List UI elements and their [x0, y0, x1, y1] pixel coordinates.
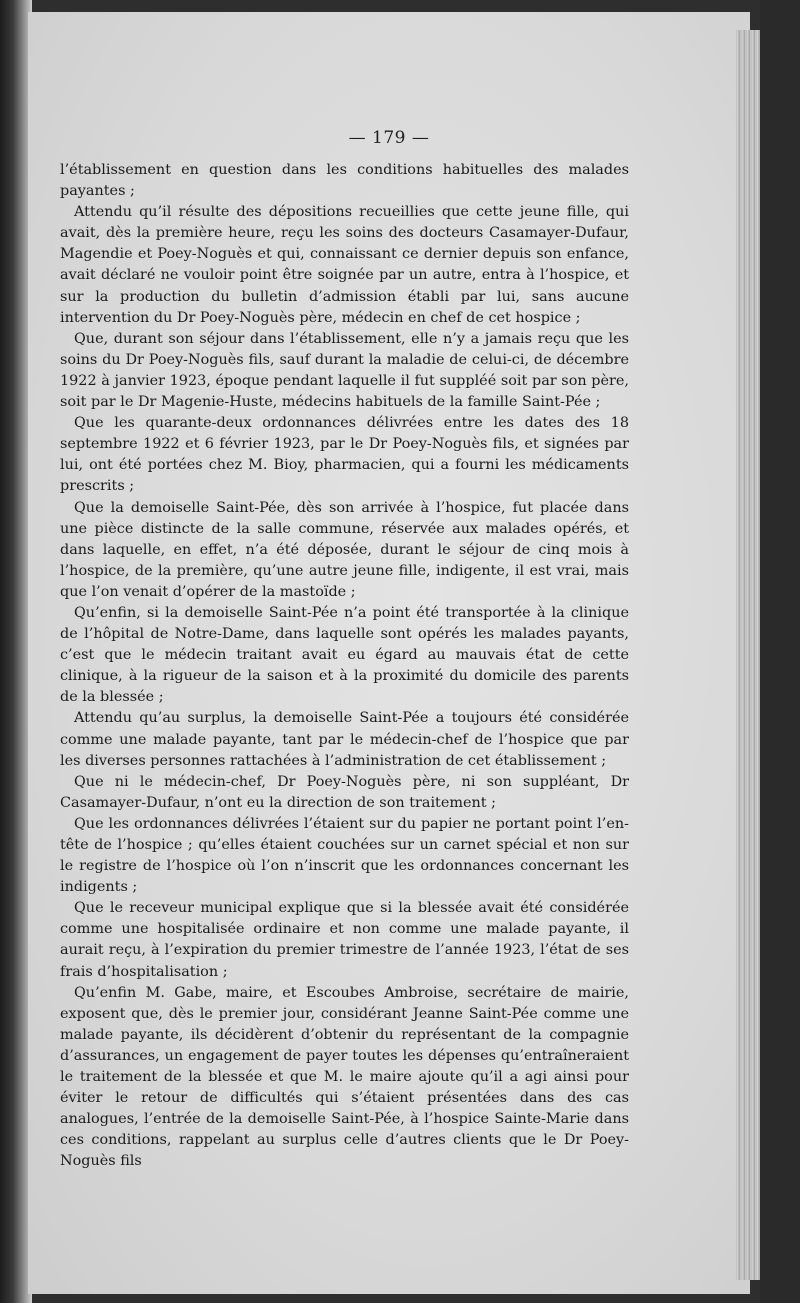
paragraph: Qu’enfin M. Gabe, maire, et Escoubes Ambroise, secrétaire de mairie, exposent que, dès le premier jour, considérant Jeanne Saint-Pée comme une malade payante, ils décidèrent d’obtenir du représentant de la compagnie d’assurances, un engagement de payer toutes les dépenses qu’entraîneraient le traitement de la blessée et que M. le maire ajoute qu’il a agi ainsi pour éviter le retour de difficultés qui s’étaient présentées dans des cas analogues, l’entrée de la demoiselle Saint-Pée, à l’hospice Sainte-Marie dans ces conditions, rappelant au surplus celle d’autres clients que le Dr Poey-Noguès fils	[60, 984, 629, 1170]
right-background	[760, 0, 800, 1303]
paragraph: Que, durant son séjour dans l’établissement, elle n’y a jamais reçu que les soins du Dr Poey-Noguès fils, sauf durant la maladie de celui-ci, de décembre 1922 à janvier 1923, époque pendant laquelle il fut suppléé soit par son père, soit par le Dr Magenie-Huste, médecins habituels de la famille Saint-Pée ;	[60, 330, 629, 411]
paragraph: Que les quarante-deux ordonnances délivrées entre les dates des 18 septembre 1922 et 6 février 1923, par le Dr Poey-Noguès fils, et signées par lui, ont été portées chez M. Bioy, pharmacien, qui a fourni les médicaments prescrits ;	[60, 415, 629, 495]
page-number: — 179 —	[348, 128, 430, 148]
page-stack-edge	[736, 30, 762, 1280]
paragraph: Attendu qu’il résulte des dépositions recueillies que cette jeune fille, qui avait, dès la première heure, reçu les soins des docteurs Casamayer-Dufaur, Magendie et Poey-Noguès et qui, connaissant ce dernier depuis son enfance, avait déclaré ne vouloir point être soignée par un autre, entra à l’hospice, et sur la production du bulletin d’admission établi par lui, sans aucune intervention du Dr Poey-Noguès père, médecin en chef de cet hospice ;	[60, 204, 629, 326]
paragraph: Que la demoiselle Saint-Pée, dès son arrivée à l’hospice, fut placée dans une pièce distincte de la salle commune, réservée aux malades opérés, et dans laquelle, en effet, n’a été déposée, durant le séjour de cinq mois à l’hospice, de la première, qu’une autre jeune fille, indigente, il est vrai, mais que l’on venait d’opérer de la mastoïde ;	[60, 499, 629, 600]
paragraph: Qu’enfin, si la demoiselle Saint-Pée n’a point été transportée à la clinique de l’hôpital de Notre-Dame, dans laquelle sont opérés les malades payants, c’est que le médecin traitant avait eu égard au mauvais état de cette clinique, à la rigueur de la saison et à la proximité du domicile des parents de la blessée ;	[60, 604, 629, 706]
body-text	[60, 160, 629, 1173]
paragraph: l’établissement en question dans les conditions habituelles des malades payantes ;	[60, 162, 629, 200]
paragraph: Attendu qu’au surplus, la demoiselle Saint-Pée a toujours été considérée comme une malade payante, tant par le médecin-chef de l’hospice que par les diverses personnes rattachées à l’administration de cet établissement ;	[60, 710, 629, 769]
paragraph: Que ni le médecin-chef, Dr Poey-Noguès père, ni son suppléant, Dr Casamayer-Dufaur, n’ont eu la direction de son traitement ;	[60, 773, 629, 811]
paragraph: Que le receveur municipal explique que si la blessée avait été considérée comme une hospitalisée ordinaire et non comme une malade payante, il aurait reçu, à l’expiration du premier trimestre de l’année 1923, l’état de ses frais d’hospitalisation ;	[60, 900, 629, 980]
paragraph: Que les ordonnances délivrées l’étaient sur du papier ne portant point l’en-tête de l’hospice ; qu’elles étaient couchées sur un carnet spécial et non sur le registre de l’hospice où l’on n’inscrit que les ordonnances concernant les indigents ;	[60, 815, 629, 896]
